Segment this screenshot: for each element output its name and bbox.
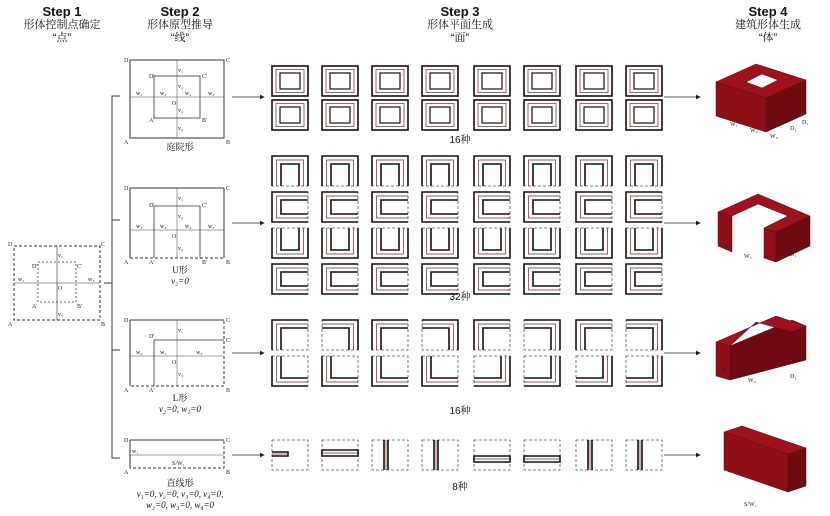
plan-linear-r8-c7 <box>626 440 662 470</box>
step3-keyword: “面” <box>450 32 470 44</box>
plan-u-r4-c6 <box>576 228 612 258</box>
plan-l-r7-c4 <box>474 356 510 386</box>
courtyard-label-v4: v₄ <box>178 108 184 114</box>
dim-l-d1: D₁ <box>790 374 797 380</box>
caption-u-constraint: v₂=0 <box>171 276 189 286</box>
step1-label-Dp: D' <box>32 264 38 270</box>
plan-linear-r8-c0 <box>272 440 308 470</box>
u-label-Bp: B' <box>202 260 208 266</box>
linear-label-A: A <box>124 470 129 476</box>
mass-linear-side <box>788 448 806 492</box>
courtyard-label-A: A <box>124 140 129 146</box>
plan-u-r4-c5 <box>524 228 560 258</box>
plan-l-r7-c7 <box>626 356 662 386</box>
plan-linear-r8-c5 <box>524 440 560 470</box>
courtyard-label-D: D <box>124 58 129 64</box>
plan-l-r6-c6 <box>576 320 612 350</box>
l-label-w1: w₁ <box>160 350 167 356</box>
plan-u-r2-c3 <box>422 156 458 186</box>
l-label-v1: v₁ <box>178 328 184 334</box>
plan-courtyard-r0-c3 <box>422 66 458 96</box>
plan-courtyard-r1-c7 <box>626 100 662 130</box>
plan-u-r5-c6 <box>576 264 612 294</box>
dim-court-d2: D₂ <box>802 120 809 126</box>
plan-u-r2-c4 <box>474 156 510 186</box>
courtyard-label-O: O <box>172 101 177 107</box>
courtyard-label-Cp: C' <box>202 74 208 80</box>
caption-linear-constraint2: w₂=0, w₃=0, w₄=0 <box>145 500 215 510</box>
u-label-O: O <box>172 234 177 240</box>
u-label-w4: w₄ <box>185 224 192 230</box>
dim-court-w1: W₁ <box>730 122 738 128</box>
l-label-B: B <box>226 388 231 394</box>
count-courtyard: 16种 <box>449 135 471 146</box>
plan-courtyard-r0-c7 <box>626 66 662 96</box>
u-label-v3: v₃ <box>178 246 184 252</box>
plan-u-r2-c1 <box>322 156 358 186</box>
plan-l-r7-c1 <box>322 356 358 386</box>
plan-l-r6-c0 <box>272 320 308 350</box>
plan-courtyard-r0-c1 <box>322 66 358 96</box>
plan-u-r4-c3 <box>422 228 458 258</box>
plan-courtyard-r0-c4 <box>474 66 510 96</box>
u-label-v1: v₁ <box>178 196 184 202</box>
dim-u-w1: W₁ <box>724 244 732 250</box>
step1-keyword: “点” <box>52 32 72 44</box>
prototype-courtyard-diagram <box>124 58 230 146</box>
plan-u-r5-c7 <box>626 264 662 294</box>
l-label-O: O <box>172 360 177 366</box>
plan-u-r3-c7 <box>626 192 662 222</box>
plan-u-r4-c1 <box>322 228 358 258</box>
step1-label-D: D <box>8 242 13 248</box>
caption-l-name: L形 <box>172 393 188 403</box>
dim-court-w3: W₃ <box>770 134 778 140</box>
u-label-w1: w₁ <box>136 224 143 230</box>
plan-courtyard-r1-c6 <box>576 100 612 130</box>
u-label-w2: w₂ <box>160 224 167 230</box>
plan-u-r5-c5 <box>524 264 560 294</box>
l-label-w3: w₃ <box>196 350 203 356</box>
step1-label-Bp: B' <box>77 304 83 310</box>
step4-keyword: “体” <box>758 32 778 44</box>
linear-label-D: D <box>124 438 129 444</box>
plan-u-r3-c5 <box>524 192 560 222</box>
courtyard-label-w3: w₃ <box>208 91 215 97</box>
step1-label-Cp: C' <box>77 264 83 270</box>
plan-courtyard-r0-c0 <box>272 66 308 96</box>
caption-linear-constraint1: v₁=0, v₂=0, v₃=0, v₄=0, <box>136 489 224 499</box>
plan-l-r6-c3 <box>422 320 458 350</box>
prototype-linear-diagram <box>124 438 230 476</box>
step2-subtitle: 形体原型推导 <box>147 19 213 31</box>
step1-label-v1: v₁ <box>58 253 64 259</box>
dim-court-d1: D₁ <box>790 126 797 132</box>
plan-u-r4-c2 <box>372 228 408 258</box>
courtyard-label-C: C <box>226 58 231 64</box>
plan-u-r4-c7 <box>626 228 662 258</box>
plan-u-r3-c0 <box>272 192 308 222</box>
courtyard-label-v1: v₁ <box>178 68 184 74</box>
linear-label-strip: S/W₁ <box>172 461 185 467</box>
plan-u-r2-c5 <box>524 156 560 186</box>
u-label-Ap: A' <box>149 260 155 266</box>
step2-title: Step 2 <box>160 4 200 19</box>
step1-subtitle: 形体控制点确定 <box>23 19 101 31</box>
courtyard-label-Ap: A' <box>149 118 155 124</box>
plan-linear-r8-c2 <box>372 440 408 470</box>
plan-l-r7-c0 <box>272 356 308 386</box>
plan-l-r6-c2 <box>372 320 408 350</box>
step1-control-points-diagram <box>8 242 105 328</box>
plan-l-r6-c7 <box>626 320 662 350</box>
bracket-connector <box>104 96 120 458</box>
prototype-l-diagram <box>124 318 231 394</box>
caption-u-name: U形 <box>172 265 188 275</box>
dim-court-w2: W₂ <box>750 128 758 134</box>
step1-label-w3: w₃ <box>88 277 95 283</box>
u-label-v4: v₄ <box>178 214 184 220</box>
u-label-Dp: D' <box>149 203 155 209</box>
plan-l-r7-c3 <box>422 356 458 386</box>
l-label-A: A <box>124 388 129 394</box>
plan-courtyard-r1-c5 <box>524 100 560 130</box>
dim-u-w2: W₂ <box>744 254 752 260</box>
plan-u-r3-c2 <box>372 192 408 222</box>
step2-keyword: “线” <box>170 32 190 44</box>
plan-courtyard-r0-c6 <box>576 66 612 96</box>
plan-u-r5-c2 <box>372 264 408 294</box>
courtyard-label-v2: v₂ <box>178 84 184 90</box>
u-label-D: D <box>124 186 129 192</box>
l-label-C: C <box>226 318 231 324</box>
linear-label-w1: w₁ <box>132 449 139 455</box>
l-label-w2: w₂ <box>136 350 143 356</box>
courtyard-label-Dp: D' <box>149 74 155 80</box>
plan-courtyard-r1-c4 <box>474 100 510 130</box>
step1-label-w1: w₁ <box>18 277 25 283</box>
u-label-B: B <box>226 260 231 266</box>
mass-u-front-right <box>764 228 776 262</box>
mass-linear <box>724 426 806 492</box>
u-label-Cp: C' <box>202 203 208 209</box>
dim-l-w1: W₁ <box>722 368 730 374</box>
caption-courtyard-name: 庭院形 <box>166 142 194 152</box>
step3-subtitle: 形体平面生成 <box>427 19 493 31</box>
linear-label-B: B <box>226 470 231 476</box>
step1-label-B: B <box>101 322 106 328</box>
plan-l-r7-c6 <box>576 356 612 386</box>
plan-u-r3-c6 <box>576 192 612 222</box>
dim-u-d1: D₁ <box>790 252 797 258</box>
u-label-A: A <box>124 260 129 266</box>
plan-courtyard-r0-c5 <box>524 66 560 96</box>
step1-label-C: C <box>101 242 106 248</box>
plan-u-r5-c0 <box>272 264 308 294</box>
plan-u-r5-c3 <box>422 264 458 294</box>
caption-linear-name: 直线形 <box>166 478 194 488</box>
count-l: 16种 <box>449 406 471 417</box>
step1-label-O: O <box>58 286 63 292</box>
step4-subtitle: 建筑形体生成 <box>735 19 801 31</box>
plan-courtyard-r1-c0 <box>272 100 308 130</box>
plan-l-r7-c5 <box>524 356 560 386</box>
step3-plan-grid <box>272 66 662 470</box>
plan-l-r7-c2 <box>372 356 408 386</box>
plan-l-r6-c4 <box>474 320 510 350</box>
arrows-step2-to-step3 <box>232 97 264 455</box>
courtyard-label-Bp: B' <box>202 118 208 124</box>
plan-u-r3-c4 <box>474 192 510 222</box>
plan-courtyard-r1-c1 <box>322 100 358 130</box>
plan-l-r6-c5 <box>524 320 560 350</box>
plan-l-r6-c1 <box>322 320 358 350</box>
plan-linear-r8-c3 <box>422 440 458 470</box>
dim-l-w2: W₂ <box>748 378 756 384</box>
plan-u-r2-c0 <box>272 156 308 186</box>
step3-title: Step 3 <box>440 4 480 19</box>
count-linear: 8种 <box>452 482 468 493</box>
plan-courtyard-r1-c2 <box>372 100 408 130</box>
step1-label-Ap: A' <box>32 304 38 310</box>
linear-label-C: C <box>226 438 231 444</box>
l-label-Cp: C' <box>226 338 232 344</box>
mass-l-front-left <box>716 342 730 380</box>
plan-u-r2-c7 <box>626 156 662 186</box>
l-label-D: D <box>124 318 129 324</box>
plan-linear-r8-c6 <box>576 440 612 470</box>
plan-u-r4-c4 <box>474 228 510 258</box>
plan-linear-r8-c4 <box>474 440 510 470</box>
u-label-w3: w₃ <box>208 224 215 230</box>
step1-title: Step 1 <box>42 4 82 19</box>
plan-u-r3-c1 <box>322 192 358 222</box>
courtyard-label-w2: w₂ <box>160 91 167 97</box>
plan-courtyard-r0-c2 <box>372 66 408 96</box>
courtyard-label-w4: w₄ <box>185 91 192 97</box>
step4-building-masses <box>716 64 810 508</box>
step4-title: Step 4 <box>748 4 788 19</box>
plan-u-r3-c3 <box>422 192 458 222</box>
plan-linear-r8-c1 <box>322 440 358 470</box>
l-label-v3: v₃ <box>178 372 184 378</box>
arrows-step3-to-step4 <box>664 97 700 455</box>
courtyard-label-B: B <box>226 140 231 146</box>
plan-u-r5-c1 <box>322 264 358 294</box>
courtyard-label-v3: v₃ <box>178 126 184 132</box>
caption-l-constraint: v₂=0, w₁=0 <box>159 404 201 414</box>
plan-u-r2-c6 <box>576 156 612 186</box>
plan-u-r4-c0 <box>272 228 308 258</box>
step1-label-v3: v₃ <box>58 312 64 318</box>
l-label-Ap: A' <box>149 388 155 394</box>
courtyard-label-w1: w₁ <box>136 91 143 97</box>
prototype-u-diagram <box>124 186 230 266</box>
plan-u-r2-c2 <box>372 156 408 186</box>
dim-linear-s: S/W₁ <box>744 502 757 508</box>
count-u: 32种 <box>449 292 471 303</box>
u-label-C: C <box>226 186 231 192</box>
plan-courtyard-r1-c3 <box>422 100 458 130</box>
step1-label-A: A <box>8 322 13 328</box>
plan-u-r5-c4 <box>474 264 510 294</box>
l-label-Dp: D' <box>149 334 155 340</box>
